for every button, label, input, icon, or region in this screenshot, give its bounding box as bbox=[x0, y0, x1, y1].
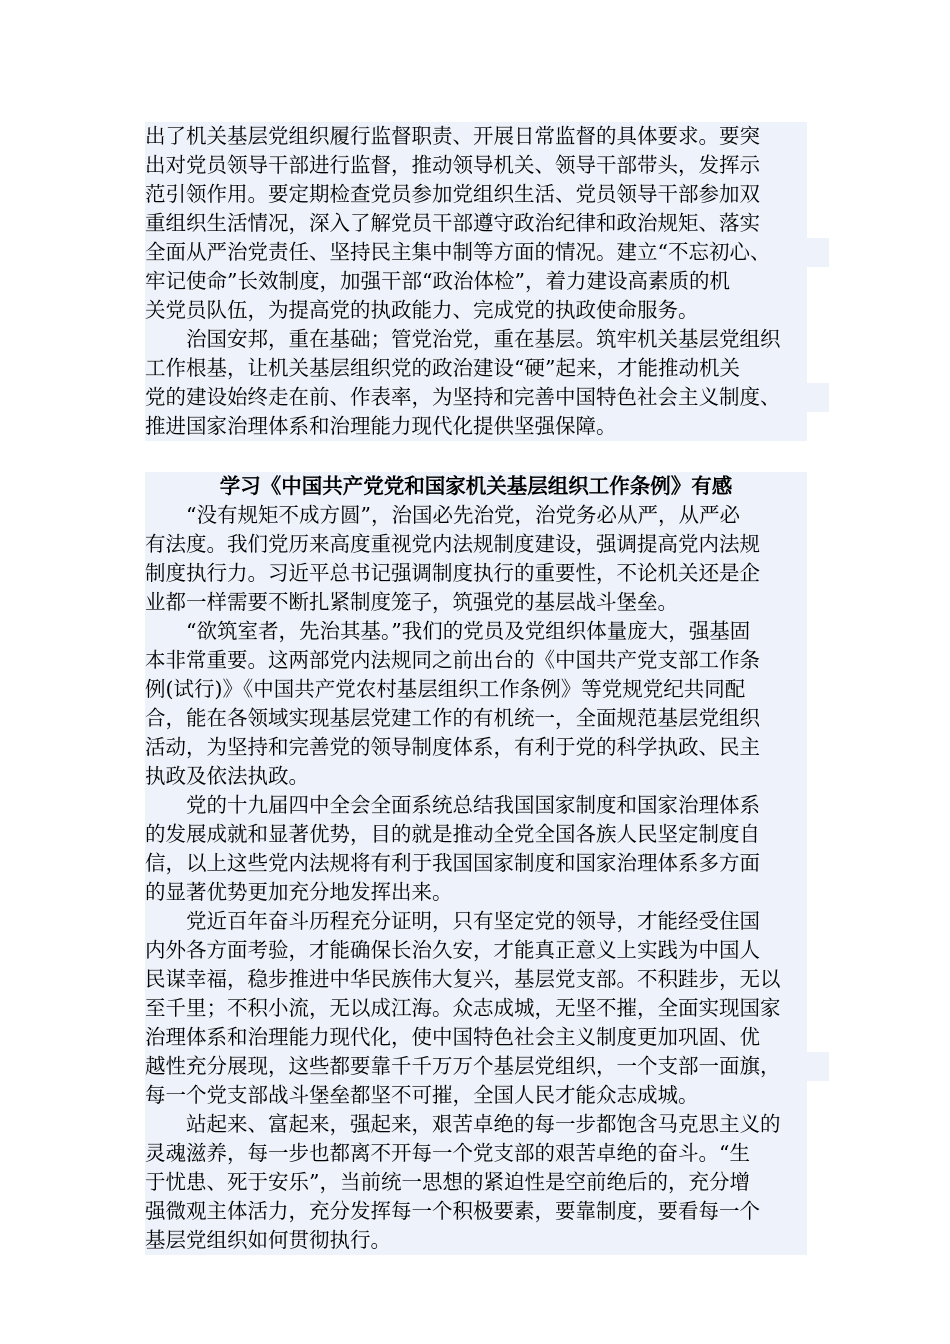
paragraph-line: 制度执行力。习近平总书记强调制度执行的重要性，不论机关还是企 bbox=[145, 559, 807, 588]
paragraph-line: 合，能在各领域实现基层党建工作的有机统一，全面规范基层党组织 bbox=[145, 704, 807, 733]
paragraph-line: 治理体系和治理能力现代化，使中国特色社会主义制度更加巩固、优 bbox=[145, 1023, 807, 1052]
paragraph-line: 推进国家治理体系和治理能力现代化提供坚强保障。 bbox=[145, 412, 807, 441]
paragraph-line: 工作根基，让机关基层组织党的政治建设“硬”起来，才能推动机关 bbox=[145, 354, 807, 383]
paragraph-line: 基层党组织如何贯彻执行。 bbox=[145, 1226, 807, 1255]
section-gap bbox=[145, 441, 807, 472]
paragraph-line: 牢记使命”长效制度，加强干部“政治体检”，着力建设高素质的机 bbox=[145, 267, 807, 296]
paragraph-line: 全面从严治党责任、坚持民主集中制等方面的情况。建立“不忘初心、 bbox=[145, 238, 829, 267]
paragraph-line: 强微观主体活力，充分发挥每一个积极要素，要靠制度，要看每一个 bbox=[145, 1197, 807, 1226]
paragraph-line: “欲筑室者，先治其基。”我们的党员及党组织体量庞大，强基固 bbox=[145, 617, 807, 646]
paragraph-line: “没有规矩不成方圆”，治国必先治党，治党务必从严，从严必 bbox=[145, 501, 807, 530]
article-title: 学习《中国共产党党和国家机关基层组织工作条例》有感 bbox=[145, 472, 807, 501]
paragraph-line: 重组织生活情况，深入了解党员干部遵守政治纪律和政治规矩、落实 bbox=[145, 209, 807, 238]
paragraph-line: 于忧患、死于安乐”，当前统一思想的紧迫性是空前绝后的，充分增 bbox=[145, 1168, 807, 1197]
paragraph-line: 的显著优势更加充分地发挥出来。 bbox=[145, 878, 807, 907]
paragraph-line: 党的十九届四中全会全面系统总结我国国家制度和国家治理体系 bbox=[145, 791, 807, 820]
paragraph-line: 内外各方面考验，才能确保长治久安，才能真正意义上实践为中国人 bbox=[145, 936, 807, 965]
paragraph-line: 执政及依法执政。 bbox=[145, 762, 807, 791]
paragraph-line: 业都一样需要不断扎紧制度笼子，筑强党的基层战斗堡垒。 bbox=[145, 588, 807, 617]
paragraph-line: 越性充分展现，这些都要靠千千万万个基层党组织，一个支部一面旗， bbox=[145, 1052, 829, 1081]
paragraph-line: 站起来、富起来，强起来，艰苦卓绝的每一步都饱含马克思主义的 bbox=[145, 1110, 807, 1139]
paragraph-line: 关党员队伍，为提高党的执政能力、完成党的执政使命服务。 bbox=[145, 296, 807, 325]
paragraph-line: 例(试行)》《中国共产党农村基层组织工作条例》等党规党纪共同配 bbox=[145, 675, 807, 704]
paragraph-line: 出对党员领导干部进行监督，推动领导机关、领导干部带头，发挥示 bbox=[145, 151, 807, 180]
paragraph-line: 每一个党支部战斗堡垒都坚不可摧，全国人民才能众志成城。 bbox=[145, 1081, 807, 1110]
document-page bbox=[145, 122, 807, 1255]
section-1 bbox=[145, 122, 807, 441]
paragraph-line: 出了机关基层党组织履行监督职责、开展日常监督的具体要求。要突 bbox=[145, 122, 807, 151]
section-2 bbox=[145, 472, 807, 1255]
paragraph-line: 有法度。我们党历来高度重视党内法规制度建设，强调提高党内法规 bbox=[145, 530, 807, 559]
paragraph-line: 党的建设始终走在前、作表率，为坚持和完善中国特色社会主义制度、 bbox=[145, 383, 829, 412]
paragraph-line: 民谋幸福，稳步推进中华民族伟大复兴，基层党支部。不积跬步，无以 bbox=[145, 965, 807, 994]
paragraph-line: 活动，为坚持和完善党的领导制度体系，有利于党的科学执政、民主 bbox=[145, 733, 807, 762]
paragraph-line: 的发展成就和显著优势，目的就是推动全党全国各族人民坚定制度自 bbox=[145, 820, 807, 849]
paragraph-line: 范引领作用。要定期检查党员参加党组织生活、党员领导干部参加双 bbox=[145, 180, 807, 209]
paragraph-line: 党近百年奋斗历程充分证明，只有坚定党的领导，才能经受住国 bbox=[145, 907, 807, 936]
paragraph-line: 治国安邦，重在基础；管党治党，重在基层。筑牢机关基层党组织 bbox=[145, 325, 807, 354]
paragraph-line: 本非常重要。这两部党内法规同之前出台的《中国共产党支部工作条 bbox=[145, 646, 807, 675]
paragraph-line: 灵魂滋养，每一步也都离不开每一个党支部的艰苦卓绝的奋斗。“生 bbox=[145, 1139, 807, 1168]
paragraph-line: 至千里；不积小流，无以成江海。众志成城，无坚不摧，全面实现国家 bbox=[145, 994, 807, 1023]
paragraph-line: 信，以上这些党内法规将有利于我国国家制度和国家治理体系多方面 bbox=[145, 849, 807, 878]
